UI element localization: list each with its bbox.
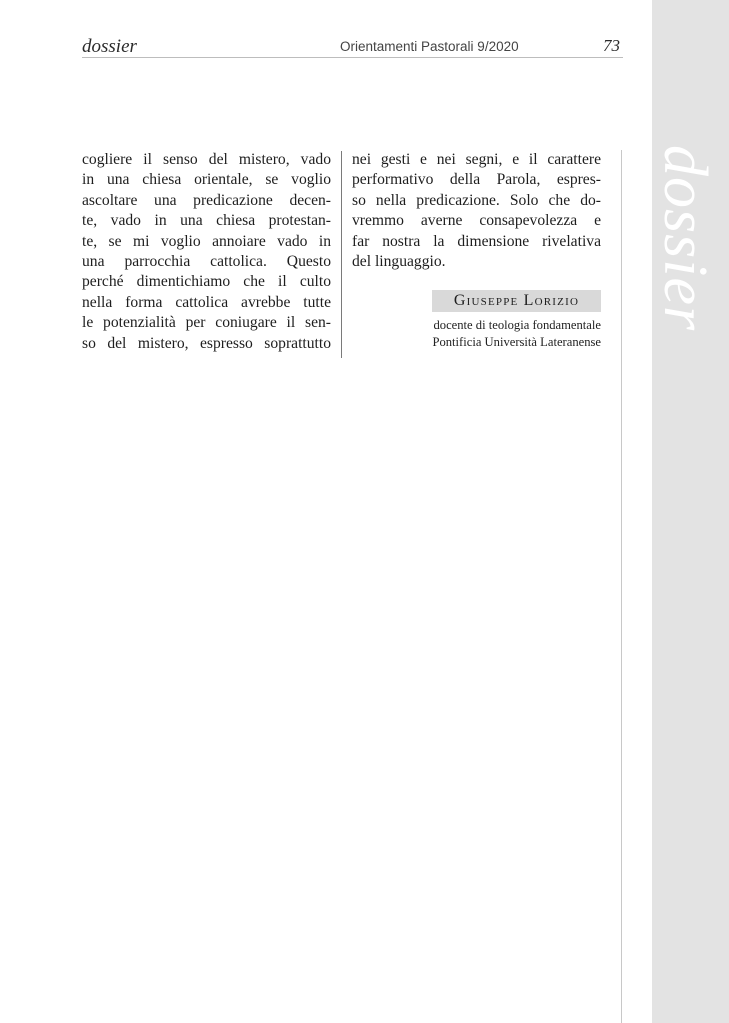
text-line: cogliere il senso del mistero, vado — [82, 151, 331, 168]
text-line: in una chiesa orientale, se voglio — [82, 171, 331, 189]
text-line: te, vado in una chiesa protestan- — [82, 212, 331, 230]
text-line: so del mistero, espresso soprattutto — [82, 334, 331, 352]
text-column-left — [82, 150, 331, 354]
header-rule — [82, 57, 623, 58]
column-divider — [341, 151, 342, 358]
text-column-right — [352, 150, 601, 272]
section-kicker: dossier — [82, 36, 137, 57]
text-line: nella forma cattolica avrebbe tutte — [82, 293, 331, 311]
text-line: so nella predicazione. Solo che do- — [352, 191, 601, 209]
text-line: una parrocchia cattolica. Questo — [82, 253, 331, 271]
margin-line — [621, 150, 622, 1023]
paragraph — [82, 150, 331, 354]
text-line: nei gesti e nei segni, e il carattere — [352, 151, 601, 168]
text-line: le potenzialità per coniugare il sen- — [82, 314, 331, 332]
author-institution: Pontificia Università Lateranense — [432, 335, 601, 349]
journal-title: Orientamenti Pastorali 9/2020 — [340, 39, 519, 54]
author-name-box — [432, 290, 601, 312]
paragraph — [352, 150, 601, 272]
text-line: del linguaggio. — [352, 253, 446, 271]
text-line: far nostra la dimensione rivelativa — [352, 232, 601, 250]
text-line: vremmo averne consapevolezza e — [352, 212, 601, 230]
page-number: 73 — [603, 36, 620, 55]
author-role: docente di teologia fondamentale — [433, 318, 601, 332]
text-line: te, se mi voglio annoiare vado in — [82, 232, 331, 250]
text-line: ascoltare una predicazione decen- — [82, 191, 331, 209]
text-line: perché dimentichiamo che il culto — [82, 273, 331, 291]
side-band-word: dossier — [651, 145, 719, 332]
text-line: performativo della Parola, espres- — [352, 171, 601, 189]
author-name: Giuseppe Lorizio — [453, 292, 580, 309]
